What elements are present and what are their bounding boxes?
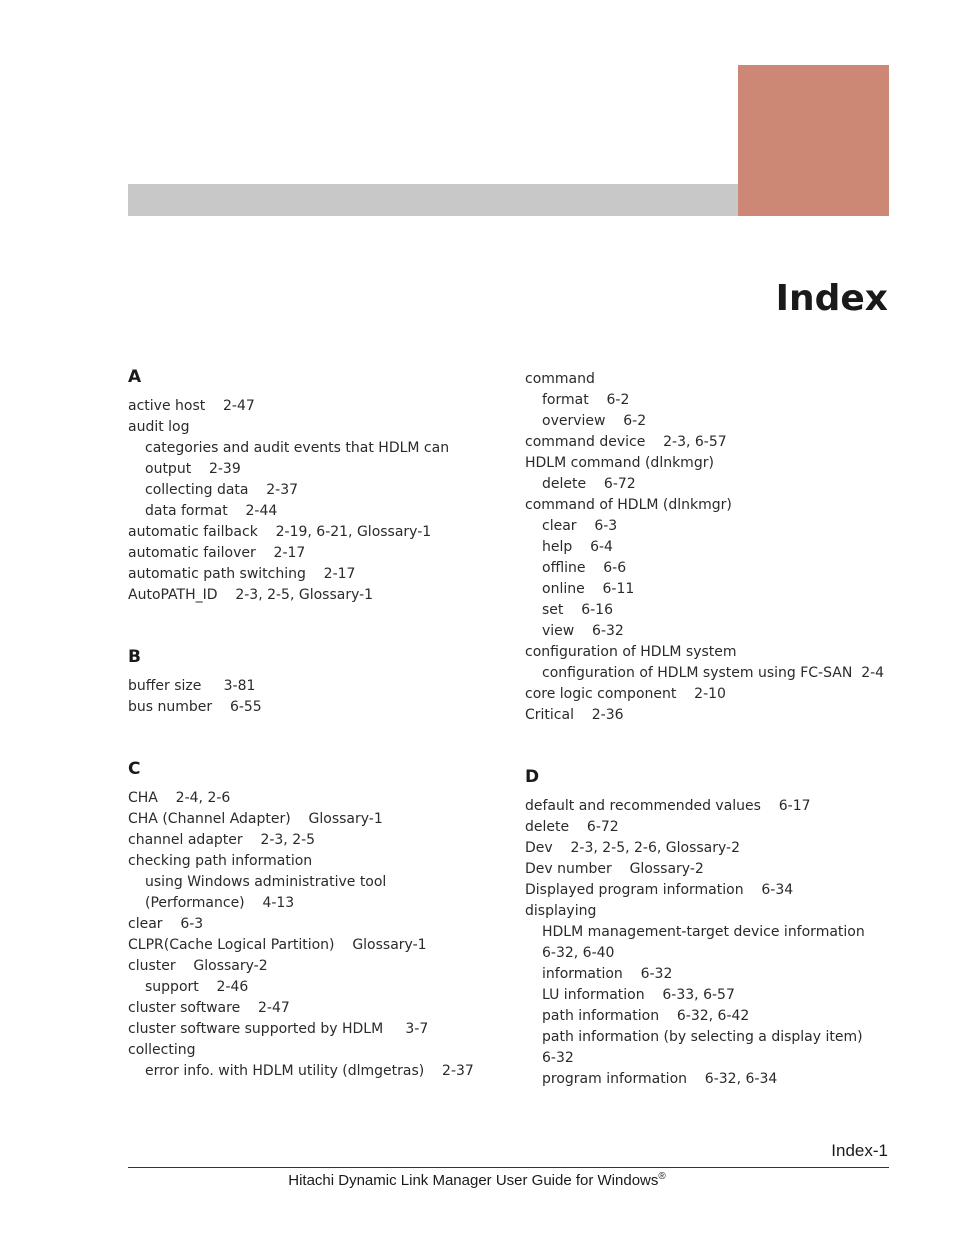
index-section-c	[128, 754, 498, 1082]
chapter-header-bar	[128, 184, 738, 216]
index-subentry: information 6-32	[542, 966, 673, 982]
index-entry: Displayed program information 6-34	[525, 882, 794, 898]
index-section-d	[525, 762, 895, 1090]
index-subentry: help 6-4	[542, 539, 613, 555]
page-title: Index	[775, 278, 888, 319]
section-letter: C	[128, 759, 141, 779]
index-subentry: view 6-32	[542, 623, 624, 639]
index-subentry: 6-32, 6-40	[542, 945, 615, 961]
index-entry: CHA (Channel Adapter) Glossary-1	[128, 811, 383, 827]
index-section-c-continued	[525, 362, 895, 726]
index-entry: configuration of HDLM system	[525, 644, 737, 660]
index-entry: default and recommended values 6-17	[525, 798, 811, 814]
index-entry: Critical 2-36	[525, 707, 624, 723]
section-gap	[128, 606, 498, 642]
index-entry: AutoPATH_ID 2-3, 2-5, Glossary-1	[128, 587, 374, 603]
index-subentry: 6-32	[542, 1050, 574, 1066]
registered-mark: ®	[658, 1171, 666, 1182]
index-subentry: categories and audit events that HDLM can	[145, 440, 450, 456]
index-entry: cluster software 2-47	[128, 1000, 290, 1016]
index-entry: displaying	[525, 903, 597, 919]
book-title-text: Hitachi Dynamic Link Manager User Guide for Windows	[288, 1172, 659, 1189]
index-entry: automatic failback 2-19, 6-21, Glossary-1	[128, 524, 432, 540]
index-subentry: (Performance) 4-13	[145, 895, 295, 911]
index-entry: CHA 2-4, 2-6	[128, 790, 231, 806]
chapter-accent-block	[738, 65, 889, 216]
index-entry: buffer size 3-81	[128, 678, 256, 694]
index-entry: CLPR(Cache Logical Partition) Glossary-1	[128, 937, 427, 953]
index-subentry: using Windows administrative tool	[145, 874, 387, 890]
index-entry: Dev 2-3, 2-5, 2-6, Glossary-2	[525, 840, 741, 856]
index-entry: Dev number Glossary-2	[525, 861, 704, 877]
index-entry: automatic failover 2-17	[128, 545, 306, 561]
index-subentry: program information 6-32, 6-34	[542, 1071, 778, 1087]
index-subentry: clear 6-3	[542, 518, 618, 534]
index-subentry: error info. with HDLM utility (dlmgetras) 2-37	[145, 1063, 474, 1079]
index-entry: channel adapter 2-3, 2-5	[128, 832, 316, 848]
section-gap	[128, 718, 498, 754]
index-subentry: configuration of HDLM system using FC-SAN 2-4	[542, 665, 885, 681]
index-subentry: offline 6-6	[542, 560, 627, 576]
index-subentry: path information (by selecting a display item)	[542, 1029, 863, 1045]
index-entry: cluster software supported by HDLM 3-7	[128, 1021, 429, 1037]
section-letter: B	[128, 647, 141, 667]
index-subentry: format 6-2	[542, 392, 630, 408]
index-subentry: LU information 6-33, 6-57	[542, 987, 735, 1003]
index-entry: audit log	[128, 419, 190, 435]
section-letter: D	[525, 767, 540, 787]
index-entry: command of HDLM (dlnkmgr)	[525, 497, 732, 513]
index-subentry: data format 2-44	[145, 503, 278, 519]
index-entry: core logic component 2-10	[525, 686, 726, 702]
index-subentry: support 2-46	[145, 979, 249, 995]
index-entry: HDLM command (dlnkmgr)	[525, 455, 714, 471]
index-column-left	[128, 362, 498, 1082]
index-subentry: collecting data 2-37	[145, 482, 299, 498]
index-entry: automatic path switching 2-17	[128, 566, 356, 582]
index-entry: cluster Glossary-2	[128, 958, 268, 974]
index-entry: command device 2-3, 6-57	[525, 434, 727, 450]
index-subentry: set 6-16	[542, 602, 613, 618]
index-entry: clear 6-3	[128, 916, 204, 932]
index-subentry: path information 6-32, 6-42	[542, 1008, 750, 1024]
index-entry: command	[525, 371, 595, 387]
index-section-a	[128, 362, 498, 606]
index-entry: active host 2-47	[128, 398, 255, 414]
index-subentry: online 6-11	[542, 581, 635, 597]
index-section-b	[128, 642, 498, 718]
section-letter: A	[128, 367, 142, 387]
index-entry: checking path information	[128, 853, 313, 869]
index-subentry: delete 6-72	[542, 476, 636, 492]
index-subentry: HDLM management-target device information	[542, 924, 865, 940]
section-gap	[525, 726, 895, 762]
book-title	[0, 1171, 954, 1189]
index-entry: collecting	[128, 1042, 196, 1058]
index-entry: delete 6-72	[525, 819, 619, 835]
index-entry: bus number 6-55	[128, 699, 262, 715]
index-subentry: output 2-39	[145, 461, 241, 477]
footer-divider	[128, 1167, 889, 1168]
index-column-right	[525, 362, 895, 1090]
index-subentry: overview 6-2	[542, 413, 647, 429]
page-number: Index-1	[831, 1141, 888, 1160]
